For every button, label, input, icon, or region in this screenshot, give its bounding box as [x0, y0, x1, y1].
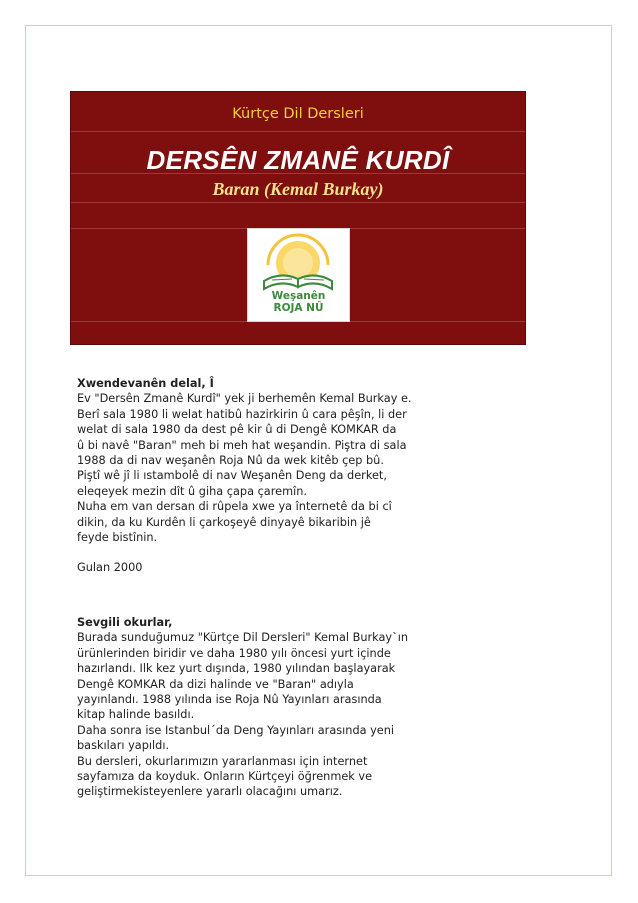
title-banner [70, 91, 526, 345]
kurdish-section [77, 376, 457, 576]
paragraph-line: Dengê KOMKAR da dizi halinde ve "Baran" adıyla [77, 677, 354, 691]
banner-rule [71, 202, 525, 203]
paragraph-line: Berî sala 1980 li welat hatibû hazirkirin û cara pêşîn, li der [77, 407, 407, 421]
book-author: Baran (Kemal Burkay) [212, 179, 384, 199]
paragraph-line: baskıları yapıldı. [77, 739, 170, 753]
banner-subtitle: Kürtçe Dil Dersleri [232, 106, 364, 122]
publisher-logo [247, 228, 350, 322]
signature-date: Gulan 2000 [77, 561, 143, 575]
book-title: DERSÊN ZMANÊ KURDÎ [146, 145, 450, 175]
paragraph-line: Nuha em van dersan di rûpela xwe ya înternetê da bi cî [77, 500, 392, 514]
paragraph-line: eleqeyek mezin dît û giha çapa çaremîn. [77, 484, 307, 498]
turkish-heading: Sevgili okurlar, [77, 616, 173, 629]
paragraph-line: yayınlandı. 1988 yılında ise Roja Nû Yayınları arasında [77, 693, 382, 707]
paragraph-line: ürünlerinden biridir ve daha 1980 yılı öncesi yurt içinde [77, 646, 391, 660]
paragraph-line: sayfamıza da koyduk. Onların Kürtçeyi öğrenmek ve [77, 770, 373, 784]
paragraph-line: Ev "Dersên Zmanê Kurdî" yek ji berhemên Kemal Burkay e. [77, 392, 412, 406]
banner-rule [71, 131, 525, 132]
paragraph-line: Daha sonra ise Istanbul´da Deng Yayınları arasında yeni [77, 723, 395, 737]
paragraph-line: Bu dersleri, okurlarımızın yararlanması için internet [77, 754, 368, 768]
paragraph-line: feyde bistînin. [77, 531, 158, 545]
turkish-section [77, 615, 457, 800]
paragraph-line: welat di sala 1980 da dest pê kir û di Dengê KOMKAR da [77, 423, 397, 437]
paragraph-line: 1988 da di nav weşanên Roja Nû da wek kitêb çep bû. [77, 454, 384, 468]
paragraph-line: dikin, da ku Kurdên li çarkoşeyê dinyayê bikaribin jê [77, 515, 371, 529]
paragraph-line: Piştî wê jî li ıstambolê di nav Weşanên Deng da derket, [77, 469, 387, 483]
sun-book-icon [248, 229, 349, 291]
logo-name: Weşanên [271, 290, 326, 302]
paragraph-line: kitap halinde basıldı. [77, 708, 195, 722]
logo-subtitle: ROJA NÛ [273, 302, 324, 314]
paragraph-line: Burada sunduğumuz "Kürtçe Dil Dersleri" Kemal Burkay`ın [77, 631, 409, 645]
kurdish-heading: Xwendevanên delal, Î [77, 377, 214, 390]
paragraph-line: hazırlandı. Ilk kez yurt dışında, 1980 yılından başlayarak [77, 662, 396, 676]
paragraph-line: geliştirmekisteyenlere yararlı olacağını umarız. [77, 785, 343, 799]
paragraph-line: û bi navê "Baran" meh bi meh hat weşandin. Piştra di sala [77, 438, 407, 452]
